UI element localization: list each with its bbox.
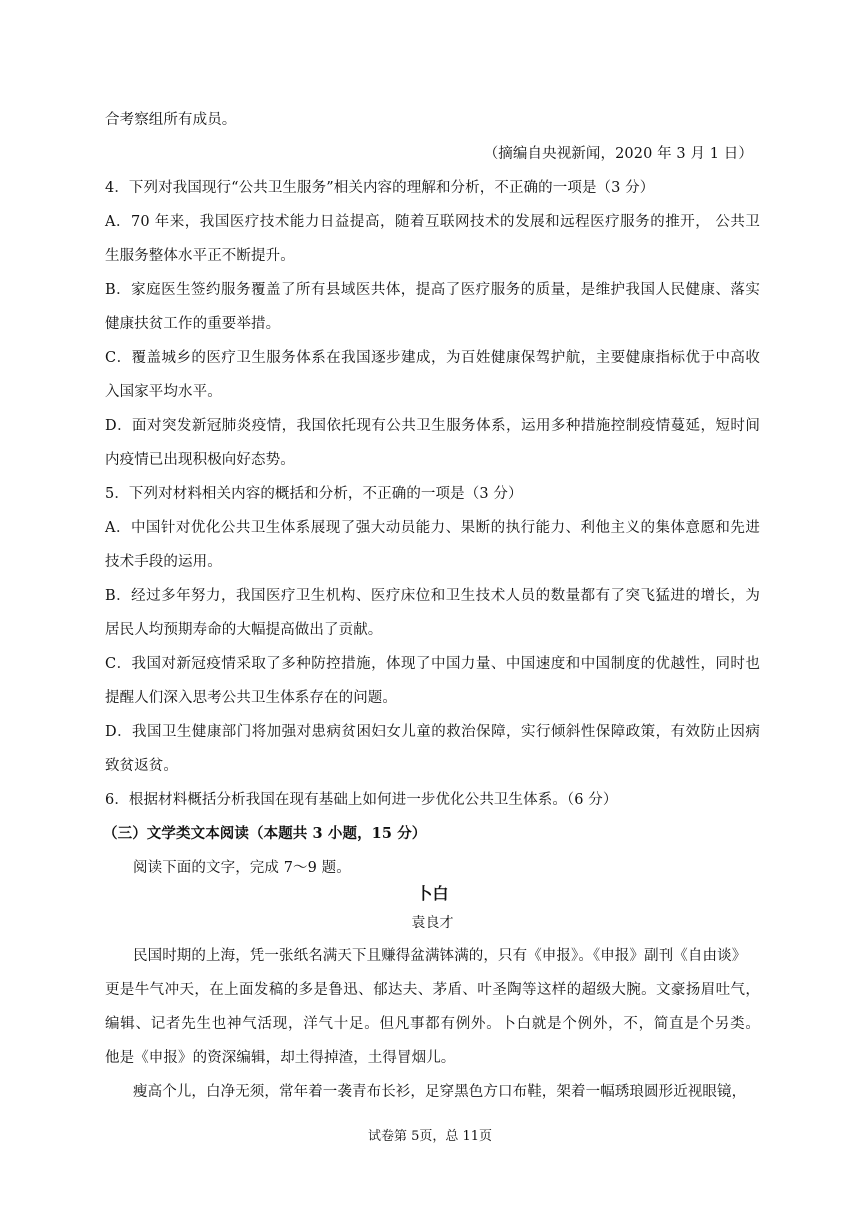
reading-instruction: 阅读下面的文字，完成 7～9 题。 [133,860,351,876]
question-5-option-b: B．经过多年努力，我国医疗卫生机构、医疗床位和卫生技术人员的数量都有了突飞猛进的增长，为 [105,588,760,604]
question-4-option-b: B．家庭医生签约服务覆盖了所有县域医共体，提高了医疗服务的质量，是维护我国人民健康、落实 [105,282,760,298]
question-5: 5．下列对材料相关内容的概括和分析，不正确的一项是（3 分） [105,486,523,502]
text-line: 技术手段的运用。 [105,554,222,570]
question-4-option-a: A．70 年来，我国医疗技术能力日益提高，随着互联网技术的发展和远程医疗服务的推开， 公共卫 [105,214,760,230]
text-line: 提醒人们深入思考公共卫生体系存在的问题。 [105,690,397,706]
question-5-option-a: A．中国针对优化公共卫生体系展现了强大动员能力、果断的执行能力、利他主义的集体意愿和先进 [105,520,760,536]
question-4: 4．下列对我国现行“公共卫生服务”相关内容的理解和分析，不正确的一项是（3 分） [105,180,655,196]
article-paragraph-line: 民国时期的上海，凭一张纸名满天下且赚得盆满钵满的，只有《申报》。《申报》副刊《自由谈》 [133,948,747,964]
section-heading: （三）文学类文本阅读（本题共 3 小题，15 分） [103,825,427,842]
question-6: 6．根据材料概括分析我国在现有基础上如何进一步优化公共卫生体系。（6 分） [105,792,618,808]
question-5-option-d: D．我国卫生健康部门将加强对患病贫困妇女儿童的救治保障，实行倾斜性保障政策，有效防止因病 [105,724,760,740]
article-paragraph-line: 瘦高个儿，白净无须，常年着一袭青布长衫，足穿黑色方口布鞋，架着一幅琇琅圆形近视眼镜， [133,1084,747,1100]
question-4-option-d: D．面对突发新冠肺炎疫情，我国依托现有公共卫生服务体系，运用多种措施控制疫情蔓延，短时间 [105,418,760,434]
article-author: 袁良才 [411,915,454,931]
text-line: 入国家平均水平。 [105,384,222,400]
source-citation: （摘编自央视新闻，2020 年 3 月 1 日） [483,146,753,162]
text-line: 致贫返贫。 [105,758,178,774]
article-title: 卜白 [416,884,449,903]
text-line: 合考察组所有成员。 [105,112,237,128]
text-line: 内疫情已出现积极向好态势。 [105,452,295,468]
article-paragraph-line: 更是牛气冲天，在上面发稿的多是鲁迅、郁达夫、茅盾、叶圣陶等这样的超级大腕。文豪扬眉吐气， [105,982,760,998]
article-paragraph-line: 编辑、记者先生也神气活现，洋气十足。但凡事都有例外。卜白就是个例外，不，简直是个另类。 [105,1016,760,1032]
text-line: 居民人均预期寿命的大幅提高做出了贡献。 [105,622,383,638]
text-line: 健康扶贫工作的重要举措。 [105,316,281,332]
question-5-option-c: C．我国对新冠疫情采取了多种防控措施，体现了中国力量、中国速度和中国制度的优越性，同时也 [105,656,760,672]
question-4-option-c: C．覆盖城乡的医疗卫生服务体系在我国逐步建成，为百姓健康保驾护航，主要健康指标优于中高收 [105,350,760,366]
page-footer: 试卷第 5页，总 11页 [367,1129,493,1144]
text-line: 生服务整体水平正不断提升。 [105,248,295,264]
article-paragraph-line: 他是《申报》的资深编辑，却土得掉渣，土得冒烟儿。 [105,1050,456,1066]
